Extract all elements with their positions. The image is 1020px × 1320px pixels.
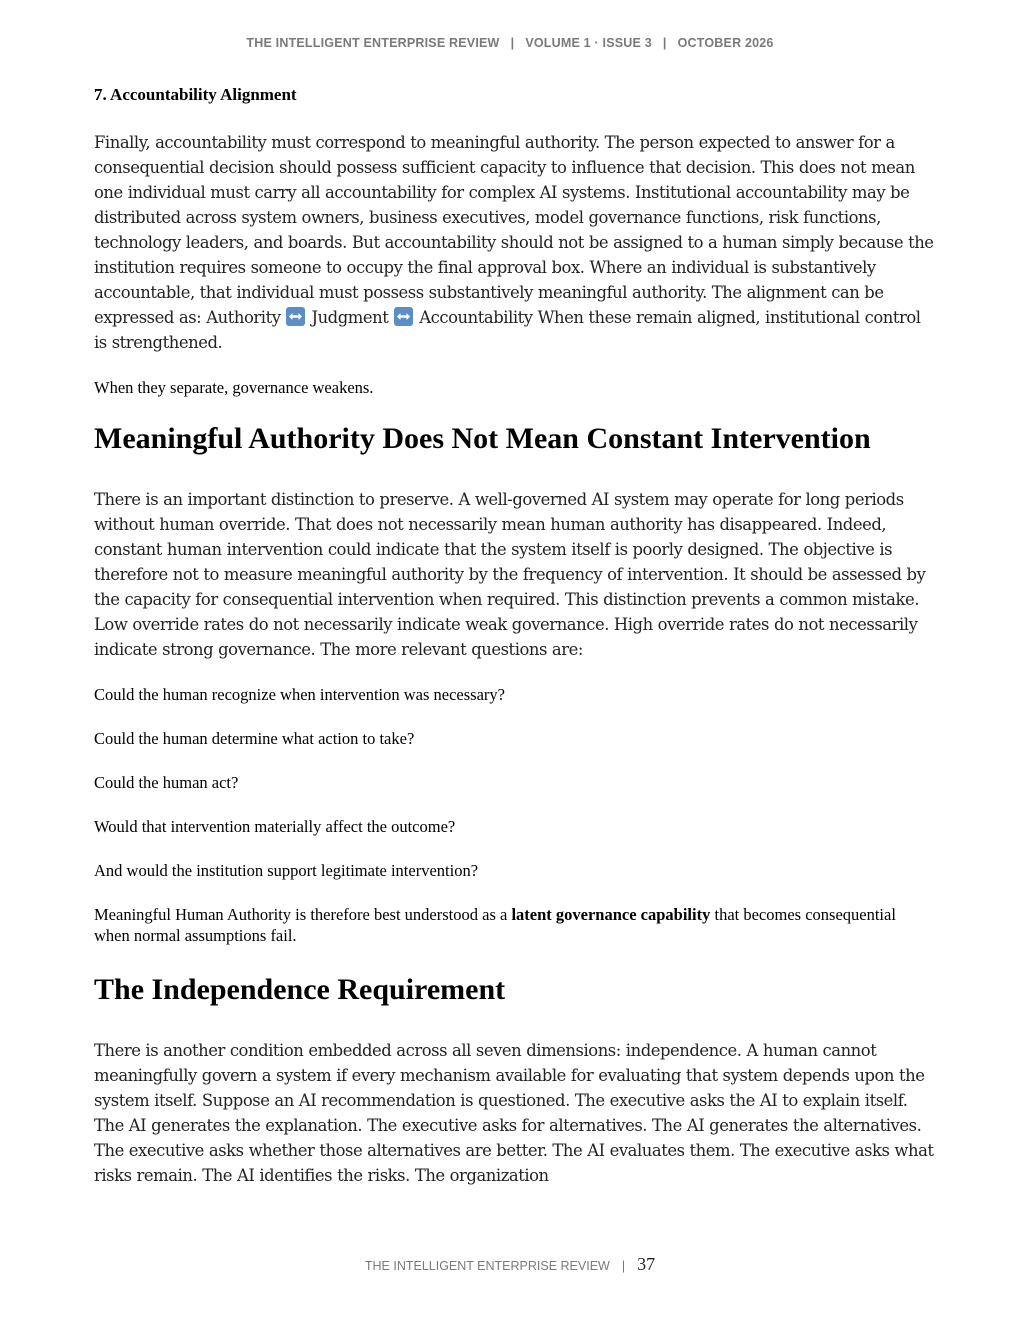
- question-item: Could the human determine what action to take?: [94, 729, 415, 748]
- header-separator: |: [662, 36, 667, 50]
- question-item: Could the human act?: [94, 773, 239, 792]
- page-number: 37: [637, 1254, 656, 1274]
- formula-judgment: Judgment: [311, 308, 389, 327]
- intervention-paragraph: There is an important distinction to preserve. A well-governed AI system may operate for long periods without human override. That does not necessarily mean human authority has disappeared. Indeed, constant human intervention could indicate that the system itself is poorly designed. The objective is therefore not to measure meaningful authority by the frequency of intervention. It should be assessed by the capacity for consequential intervention when required. This distinction prevents a common mistake. Low override rates do not necessarily indicate weak governance. High override rates do not necessarily indicate strong governance. The more relevant questions are:: [94, 490, 926, 659]
- independence-paragraph: There is another condition embedded across all seven dimensions: independence. A human cannot meaningfully govern a system if every mechanism available for evaluating that system depends upon the system itself. Suppose an AI recommendation is questioned. The executive asks the AI to explain itself. The AI generates the explanation. The executive asks for alternatives. The AI generates the alternatives. The executive asks whether those alternatives are better. The AI evaluates them. The executive asks what risks remain. The AI identifies the risks. The organization: [94, 1041, 934, 1185]
- left-right-arrow-icon: [394, 307, 413, 326]
- footer-publication: THE INTELLIGENT ENTERPRISE REVIEW: [364, 1259, 610, 1273]
- footer-separator: |: [621, 1259, 626, 1273]
- latent-capability-paragraph: [94, 904, 934, 946]
- conclusion-lead: Meaningful Human Authority is therefore best understood as a: [94, 905, 512, 924]
- formula-authority: Authority: [206, 308, 281, 327]
- header-publication: THE INTELLIGENT ENTERPRISE REVIEW: [246, 36, 500, 50]
- question-item: Could the human recognize when intervention was necessary?: [94, 685, 505, 704]
- running-header: [0, 36, 1020, 50]
- header-date: OCTOBER 2026: [677, 36, 774, 50]
- section-7-heading: 7. Accountability Alignment: [94, 85, 297, 104]
- intervention-section-heading: Meaningful Authority Does Not Mean Constant Intervention: [94, 422, 871, 455]
- formula-accountability: Accountability: [419, 308, 533, 327]
- header-volume: VOLUME 1 · ISSUE 3: [525, 36, 652, 50]
- header-separator: |: [510, 36, 515, 50]
- article-body: [94, 84, 934, 1210]
- conclusion-tail: that becomes consequential when normal assumptions fail.: [94, 905, 896, 945]
- aligned-sentence: When these remain aligned, institutional control is strengthened.: [94, 308, 921, 352]
- question-item: Would that intervention materially affect the outcome?: [94, 817, 456, 836]
- independence-section-heading: The Independence Requirement: [94, 973, 506, 1006]
- left-right-arrow-icon: [286, 307, 305, 326]
- latent-capability-term: latent governance capability: [511, 905, 711, 924]
- accountability-text: Finally, accountability must correspond to meaningful authority. The person expected to answer for a consequential decision should possess sufficient capacity to influence that decision. This does not mean one individual must carry all accountability for complex AI systems. Institutional accountability may be distributed across system owners, business executives, model governance functions, risk functions, technology leaders, and boards. But accountability should not be assigned to a human simply because the institution requires someone to occupy the final approval box. Where an individual is substantively accountable, that individual must possess substantively meaningful authority. The alignment can be expressed as:: [94, 133, 934, 327]
- accountability-paragraph: [94, 130, 934, 355]
- question-item: And would the institution support legitimate intervention?: [94, 861, 479, 880]
- separation-sentence: When they separate, governance weakens.: [94, 378, 374, 397]
- running-footer: [0, 1254, 1020, 1275]
